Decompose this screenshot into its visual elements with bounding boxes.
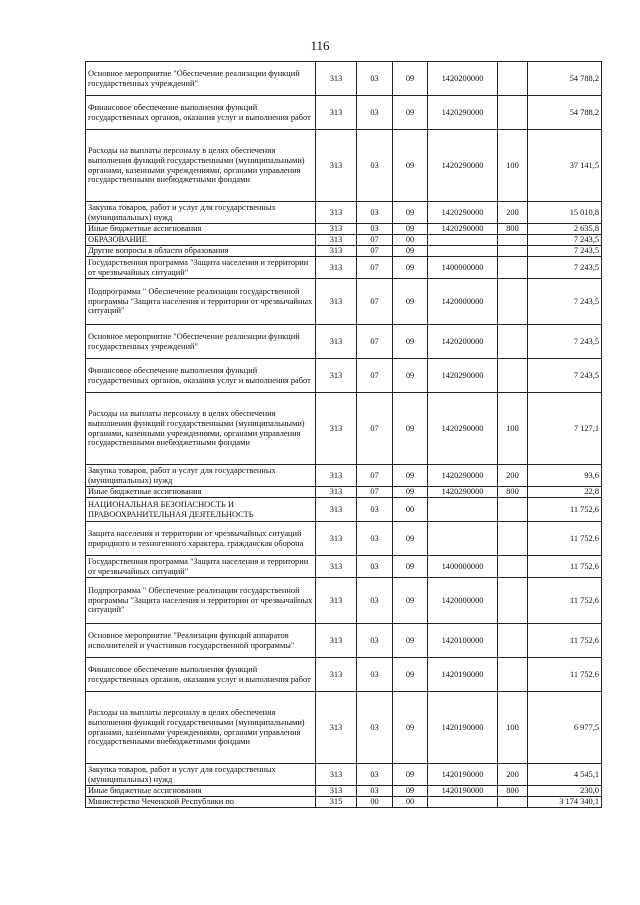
section-code-cell: 07 bbox=[357, 359, 393, 393]
expense-type-cell bbox=[498, 325, 528, 359]
target-article-cell: 1400000000 bbox=[428, 556, 498, 578]
amount-cell: 230,0 bbox=[528, 786, 602, 797]
expense-type-cell: 800 bbox=[498, 224, 528, 235]
expense-type-cell: 200 bbox=[498, 764, 528, 786]
expense-type-cell bbox=[498, 96, 528, 130]
table-row bbox=[86, 786, 602, 797]
row-name-cell: Основное мероприятие "Реализация функций аппаратов исполнителей и участников государственной программы" bbox=[86, 624, 316, 658]
row-name-cell: Основное мероприятие "Обеспечение реализации функций государственных учреждений" bbox=[86, 62, 316, 96]
subsection-code-cell: 09 bbox=[393, 692, 428, 764]
target-article-cell: 1420100000 bbox=[428, 624, 498, 658]
expense-type-cell: 800 bbox=[498, 487, 528, 498]
ved-code-cell: 313 bbox=[316, 62, 357, 96]
table-row bbox=[86, 359, 602, 393]
expense-type-cell bbox=[498, 556, 528, 578]
target-article-cell bbox=[428, 797, 498, 808]
subsection-code-cell: 09 bbox=[393, 465, 428, 487]
subsection-code-cell: 09 bbox=[393, 224, 428, 235]
page-number: 116 bbox=[310, 38, 330, 53]
table-row bbox=[86, 246, 602, 257]
section-code-cell: 03 bbox=[357, 224, 393, 235]
subsection-code-cell: 09 bbox=[393, 578, 428, 624]
ved-code-cell: 313 bbox=[316, 692, 357, 764]
table-row bbox=[86, 498, 602, 522]
expense-type-cell bbox=[498, 658, 528, 692]
section-code-cell: 07 bbox=[357, 235, 393, 246]
subsection-code-cell: 09 bbox=[393, 522, 428, 556]
row-name-cell: Закупка товаров, работ и услуг для государственных (муниципальных) нужд bbox=[86, 202, 316, 224]
expense-type-cell bbox=[498, 246, 528, 257]
subsection-code-cell: 00 bbox=[393, 498, 428, 522]
target-article-cell: 1420000000 bbox=[428, 578, 498, 624]
expense-type-cell bbox=[498, 279, 528, 325]
subsection-code-cell: 00 bbox=[393, 797, 428, 808]
table-row bbox=[86, 62, 602, 96]
target-article-cell: 1420290000 bbox=[428, 202, 498, 224]
amount-cell: 4 545,1 bbox=[528, 764, 602, 786]
table-row bbox=[86, 202, 602, 224]
section-code-cell: 03 bbox=[357, 578, 393, 624]
ved-code-cell: 313 bbox=[316, 257, 357, 279]
target-article-cell: 1420290000 bbox=[428, 130, 498, 202]
section-code-cell: 07 bbox=[357, 487, 393, 498]
row-name-cell: ОБРАЗОВАНИЕ bbox=[86, 235, 316, 246]
table-row bbox=[86, 487, 602, 498]
row-name-cell: Закупка товаров, работ и услуг для государственных (муниципальных) нужд bbox=[86, 764, 316, 786]
ved-code-cell: 313 bbox=[316, 246, 357, 257]
row-name-cell: Защита населения и территории от чрезвычайных ситуаций природного и техногенного характера, гражданская оборона bbox=[86, 522, 316, 556]
target-article-cell: 1420290000 bbox=[428, 96, 498, 130]
budget-table bbox=[85, 61, 602, 808]
budget-table-body bbox=[86, 62, 602, 808]
target-article-cell: 1420290000 bbox=[428, 224, 498, 235]
section-code-cell: 07 bbox=[357, 279, 393, 325]
ved-code-cell: 313 bbox=[316, 359, 357, 393]
ved-code-cell: 313 bbox=[316, 522, 357, 556]
target-article-cell: 1420290000 bbox=[428, 393, 498, 465]
target-article-cell: 1420190000 bbox=[428, 764, 498, 786]
expense-type-cell bbox=[498, 522, 528, 556]
section-code-cell: 07 bbox=[357, 393, 393, 465]
table-row bbox=[86, 224, 602, 235]
ved-code-cell: 313 bbox=[316, 325, 357, 359]
amount-cell: 54 788,2 bbox=[528, 62, 602, 96]
expense-type-cell bbox=[498, 359, 528, 393]
table-row bbox=[86, 257, 602, 279]
section-code-cell: 03 bbox=[357, 130, 393, 202]
expense-type-cell bbox=[498, 797, 528, 808]
table-row bbox=[86, 130, 602, 202]
table-row bbox=[86, 797, 602, 808]
section-code-cell: 07 bbox=[357, 246, 393, 257]
row-name-cell: Иные бюджетные ассигнования bbox=[86, 786, 316, 797]
target-article-cell bbox=[428, 498, 498, 522]
table-row bbox=[86, 556, 602, 578]
table-row bbox=[86, 658, 602, 692]
table-row bbox=[86, 764, 602, 786]
ved-code-cell: 313 bbox=[316, 393, 357, 465]
ved-code-cell: 313 bbox=[316, 202, 357, 224]
target-article-cell: 1420000000 bbox=[428, 279, 498, 325]
expense-type-cell: 100 bbox=[498, 130, 528, 202]
subsection-code-cell: 09 bbox=[393, 62, 428, 96]
section-code-cell: 00 bbox=[357, 797, 393, 808]
row-name-cell: Финансовое обеспечение выполнения функций государственных органов, оказания услуг и выполнения работ bbox=[86, 658, 316, 692]
amount-cell: 2 635,8 bbox=[528, 224, 602, 235]
table-row bbox=[86, 279, 602, 325]
row-name-cell: Расходы на выплаты персоналу в целях обеспечения выполнения функций государственными (муниципальными) органами, казенными учреждениями, органами управления государственными внебюджетными фондами bbox=[86, 130, 316, 202]
ved-code-cell: 313 bbox=[316, 279, 357, 325]
amount-cell: 11 752,6 bbox=[528, 578, 602, 624]
row-name-cell: Министерство Чеченской Республики по bbox=[86, 797, 316, 808]
table-row bbox=[86, 692, 602, 764]
subsection-code-cell: 09 bbox=[393, 556, 428, 578]
subsection-code-cell: 09 bbox=[393, 257, 428, 279]
expense-type-cell bbox=[498, 578, 528, 624]
table-row bbox=[86, 235, 602, 246]
row-name-cell: Расходы на выплаты персоналу в целях обеспечения выполнения функций государственными (муниципальными) органами, казенными учреждениями, органами управления государственными внебюджетными фондами bbox=[86, 393, 316, 465]
row-name-cell: Закупка товаров, работ и услуг для государственных (муниципальных) нужд bbox=[86, 465, 316, 487]
section-code-cell: 03 bbox=[357, 522, 393, 556]
amount-cell: 7 243,5 bbox=[528, 359, 602, 393]
subsection-code-cell: 00 bbox=[393, 235, 428, 246]
row-name-cell: НАЦИОНАЛЬНАЯ БЕЗОПАСНОСТЬ И ПРАВООХРАНИТЕЛЬНАЯ ДЕЯТЕЛЬНОСТЬ bbox=[86, 498, 316, 522]
section-code-cell: 03 bbox=[357, 658, 393, 692]
target-article-cell: 1420190000 bbox=[428, 692, 498, 764]
section-code-cell: 03 bbox=[357, 556, 393, 578]
section-code-cell: 03 bbox=[357, 202, 393, 224]
section-code-cell: 07 bbox=[357, 325, 393, 359]
amount-cell: 11 752,6 bbox=[528, 556, 602, 578]
table-row bbox=[86, 96, 602, 130]
section-code-cell: 07 bbox=[357, 257, 393, 279]
amount-cell: 54 788,2 bbox=[528, 96, 602, 130]
target-article-cell: 1420200000 bbox=[428, 325, 498, 359]
subsection-code-cell: 09 bbox=[393, 393, 428, 465]
expense-type-cell: 100 bbox=[498, 393, 528, 465]
amount-cell: 3 174 340,1 bbox=[528, 797, 602, 808]
section-code-cell: 03 bbox=[357, 498, 393, 522]
amount-cell: 11 752,6 bbox=[528, 658, 602, 692]
ved-code-cell: 313 bbox=[316, 498, 357, 522]
amount-cell: 7 127,1 bbox=[528, 393, 602, 465]
target-article-cell bbox=[428, 522, 498, 556]
target-article-cell: 1420190000 bbox=[428, 786, 498, 797]
row-name-cell: Государственная программа "Защита населения и территории от чрезвычайных ситуаций" bbox=[86, 257, 316, 279]
subsection-code-cell: 09 bbox=[393, 130, 428, 202]
row-name-cell: Государственная программа "Защита населения и территории от чрезвычайных ситуаций" bbox=[86, 556, 316, 578]
ved-code-cell: 313 bbox=[316, 96, 357, 130]
row-name-cell: Подпрограмма " Обеспечение реализации государственной программы "Защита населения и территории от чрезвычайных ситуаций" bbox=[86, 578, 316, 624]
subsection-code-cell: 09 bbox=[393, 658, 428, 692]
expense-type-cell: 800 bbox=[498, 786, 528, 797]
expense-type-cell bbox=[498, 624, 528, 658]
subsection-code-cell: 09 bbox=[393, 279, 428, 325]
amount-cell: 22,8 bbox=[528, 487, 602, 498]
ved-code-cell: 313 bbox=[316, 235, 357, 246]
table-row bbox=[86, 465, 602, 487]
amount-cell: 11 752,6 bbox=[528, 498, 602, 522]
row-name-cell: Финансовое обеспечение выполнения функций государственных органов, оказания услуг и выполнения работ bbox=[86, 96, 316, 130]
expense-type-cell bbox=[498, 498, 528, 522]
target-article-cell: 1420190000 bbox=[428, 658, 498, 692]
amount-cell: 7 243,5 bbox=[528, 325, 602, 359]
target-article-cell bbox=[428, 235, 498, 246]
row-name-cell: Основное мероприятие "Обеспечение реализации функций государственных учреждений" bbox=[86, 325, 316, 359]
ved-code-cell: 313 bbox=[316, 224, 357, 235]
target-article-cell: 1420290000 bbox=[428, 465, 498, 487]
table-row bbox=[86, 522, 602, 556]
ved-code-cell: 313 bbox=[316, 764, 357, 786]
amount-cell: 11 752,6 bbox=[528, 624, 602, 658]
expense-type-cell: 100 bbox=[498, 692, 528, 764]
row-name-cell: Другие вопросы в области образования bbox=[86, 246, 316, 257]
table-row bbox=[86, 578, 602, 624]
subsection-code-cell: 09 bbox=[393, 246, 428, 257]
subsection-code-cell: 09 bbox=[393, 487, 428, 498]
row-name-cell: Иные бюджетные ассигнования bbox=[86, 224, 316, 235]
subsection-code-cell: 09 bbox=[393, 764, 428, 786]
section-code-cell: 03 bbox=[357, 96, 393, 130]
section-code-cell: 07 bbox=[357, 465, 393, 487]
subsection-code-cell: 09 bbox=[393, 202, 428, 224]
expense-type-cell: 200 bbox=[498, 202, 528, 224]
amount-cell: 6 977,5 bbox=[528, 692, 602, 764]
table-row bbox=[86, 325, 602, 359]
amount-cell: 11 752,6 bbox=[528, 522, 602, 556]
ved-code-cell: 313 bbox=[316, 786, 357, 797]
target-article-cell: 1420200000 bbox=[428, 62, 498, 96]
amount-cell: 93,6 bbox=[528, 465, 602, 487]
ved-code-cell: 315 bbox=[316, 797, 357, 808]
subsection-code-cell: 09 bbox=[393, 96, 428, 130]
expense-type-cell bbox=[498, 235, 528, 246]
ved-code-cell: 313 bbox=[316, 487, 357, 498]
amount-cell: 7 243,5 bbox=[528, 235, 602, 246]
section-code-cell: 03 bbox=[357, 764, 393, 786]
target-article-cell: 1420290000 bbox=[428, 487, 498, 498]
row-name-cell: Финансовое обеспечение выполнения функций государственных органов, оказания услуг и выполнения работ bbox=[86, 359, 316, 393]
ved-code-cell: 313 bbox=[316, 556, 357, 578]
ved-code-cell: 313 bbox=[316, 624, 357, 658]
section-code-cell: 03 bbox=[357, 786, 393, 797]
subsection-code-cell: 09 bbox=[393, 325, 428, 359]
amount-cell: 7 243,5 bbox=[528, 279, 602, 325]
expense-type-cell bbox=[498, 257, 528, 279]
subsection-code-cell: 09 bbox=[393, 624, 428, 658]
subsection-code-cell: 09 bbox=[393, 359, 428, 393]
target-article-cell bbox=[428, 246, 498, 257]
amount-cell: 37 141,5 bbox=[528, 130, 602, 202]
subsection-code-cell: 09 bbox=[393, 786, 428, 797]
section-code-cell: 03 bbox=[357, 624, 393, 658]
table-row bbox=[86, 624, 602, 658]
amount-cell: 15 010,8 bbox=[528, 202, 602, 224]
amount-cell: 7 243,5 bbox=[528, 246, 602, 257]
ved-code-cell: 313 bbox=[316, 465, 357, 487]
target-article-cell: 1400000000 bbox=[428, 257, 498, 279]
section-code-cell: 03 bbox=[357, 62, 393, 96]
amount-cell: 7 243,5 bbox=[528, 257, 602, 279]
section-code-cell: 03 bbox=[357, 692, 393, 764]
ved-code-cell: 313 bbox=[316, 578, 357, 624]
ved-code-cell: 313 bbox=[316, 658, 357, 692]
ved-code-cell: 313 bbox=[316, 130, 357, 202]
table-row bbox=[86, 393, 602, 465]
row-name-cell: Расходы на выплаты персоналу в целях обеспечения выполнения функций государственными (муниципальными) органами, казенными учреждениями, органами управления государственными внебюджетными фондами bbox=[86, 692, 316, 764]
row-name-cell: Иные бюджетные ассигнования bbox=[86, 487, 316, 498]
row-name-cell: Подпрограмма " Обеспечение реализации государственной программы "Защита населения и территории от чрезвычайных ситуаций" bbox=[86, 279, 316, 325]
expense-type-cell bbox=[498, 62, 528, 96]
target-article-cell: 1420290000 bbox=[428, 359, 498, 393]
expense-type-cell: 200 bbox=[498, 465, 528, 487]
